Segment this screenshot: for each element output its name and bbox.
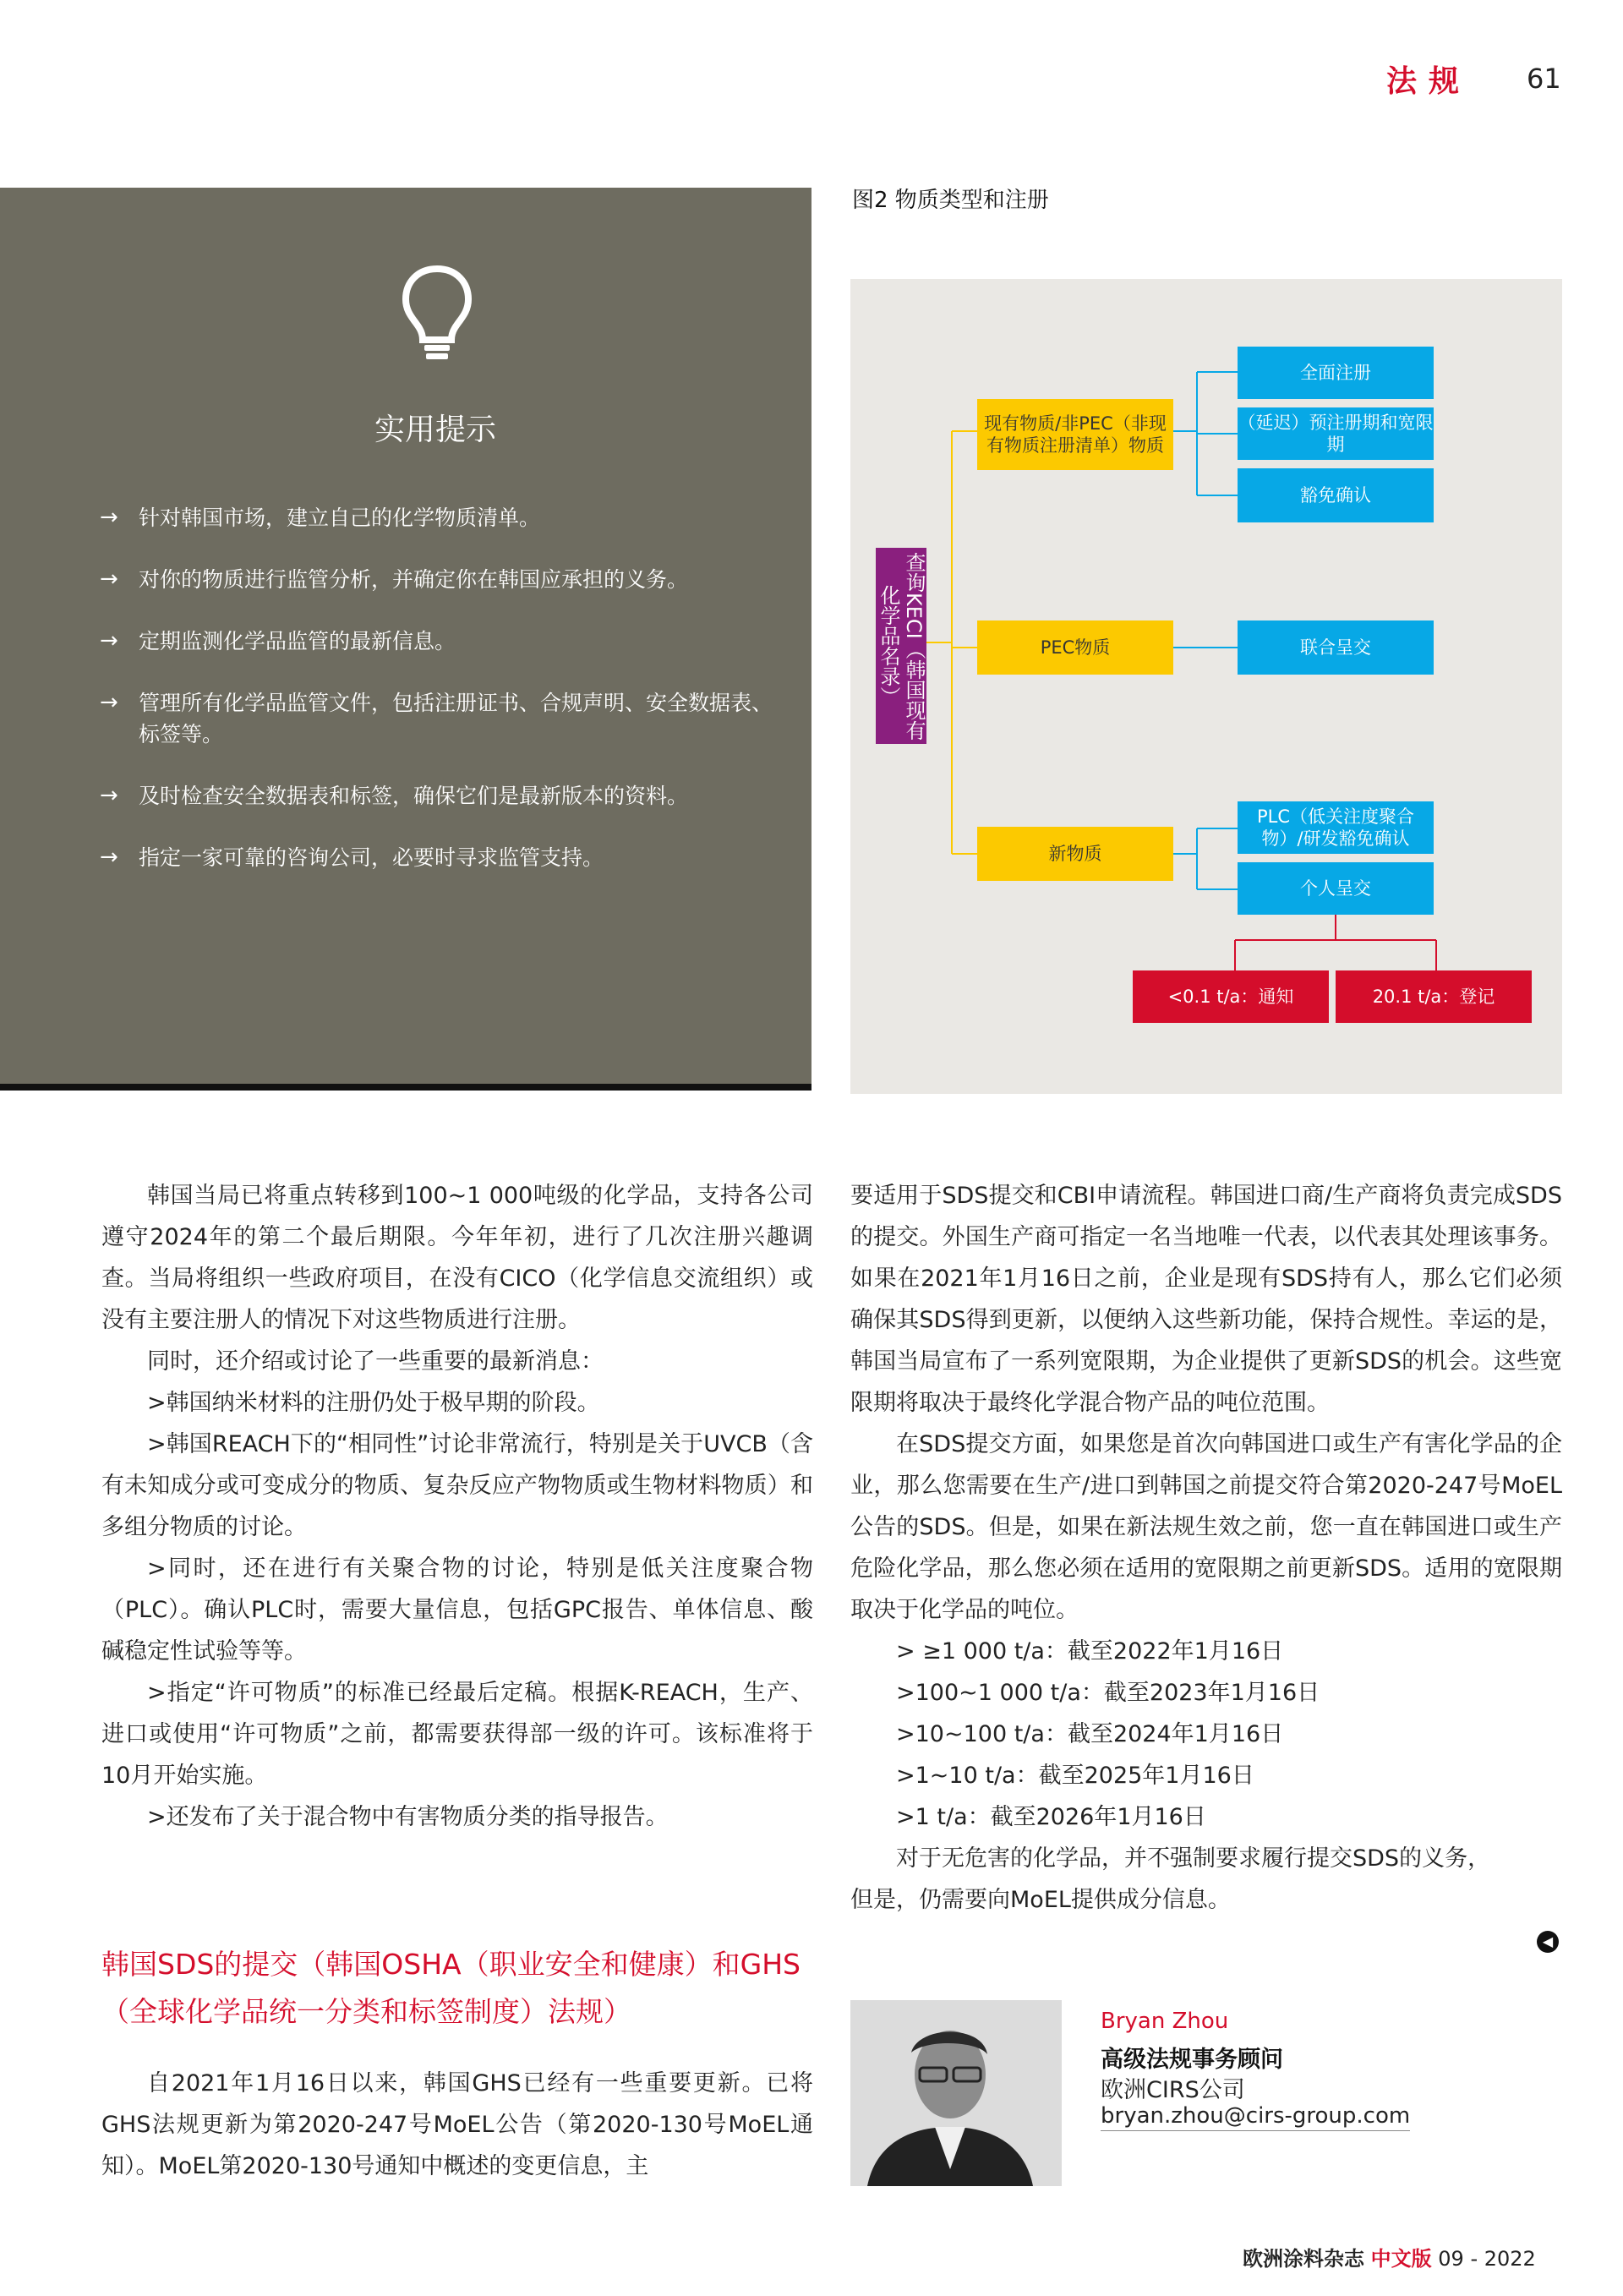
person-silhouette-icon bbox=[850, 2000, 1062, 2186]
figure-title: 图2 物质类型和注册 bbox=[852, 188, 1049, 213]
arrow-right-icon: → bbox=[100, 505, 118, 530]
tip-text: 指定一家可靠的咨询公司，必要时寻求监管支持。 bbox=[139, 845, 604, 870]
paragraph: 自2021年1月16日以来，韩国GHS已经有一些重要更新。已将GHS法规更新为第2020-247号MoEL公告（第2020-130号MoEL通知）。MoEL第2020-130号通知中概述的变更信息，主 bbox=[101, 2070, 813, 2179]
author-company: 欧洲CIRS公司 bbox=[1101, 2077, 1245, 2103]
author-title: 高级法规事务顾问 bbox=[1101, 2047, 1283, 2073]
tip-item bbox=[100, 842, 793, 873]
list-item: >100~1 000 t/a：截至2023年1月16日 bbox=[896, 1680, 1320, 1706]
tip-item bbox=[100, 626, 793, 657]
tip-text: 管理所有化学品监管文件，包括注册证书、合规声明、安全数据表、标签等。 bbox=[139, 691, 773, 746]
flow-diagram bbox=[850, 279, 1562, 1094]
tip-item bbox=[100, 687, 793, 750]
paragraph: 同时，还介绍或讨论了一些重要的最新消息： bbox=[147, 1348, 604, 1375]
tip-text: 对你的物质进行监管分析，并确定你在韩国应承担的义务。 bbox=[139, 567, 689, 592]
tips-box bbox=[0, 188, 812, 1091]
tip-text: 针对韩国市场，建立自己的化学物质清单。 bbox=[139, 506, 541, 530]
tip-item bbox=[100, 780, 793, 812]
lightbulb-icon bbox=[399, 264, 475, 365]
tip-text: 及时检查安全数据表和标签，确保它们是最新版本的资料。 bbox=[139, 784, 689, 808]
list-item: > ≥1 000 t/a：截至2022年1月16日 bbox=[896, 1638, 1284, 1665]
author-name: Bryan Zhou bbox=[1101, 2009, 1229, 2034]
list-item: >1 t/a：截至2026年1月16日 bbox=[896, 1804, 1206, 1830]
arrow-right-icon: → bbox=[100, 783, 118, 808]
paragraph: 要适用于SDS提交和CBI申请流程。韩国进口商/生产商将负责完成SDS的提交。外国生产商可指定一名当地唯一代表，以代表其处理该事务。如果在2021年1月16日之前，企业是现有SDS持有人，那么它们必须确保其SDS得到更新，以便纳入这些新功能，保持合规性。幸运的是，韩国当局宣布了一系列宽限期，为企业提供了更新SDS的机会。这些宽限期将取决于最终化学混合物产品的吨位范围。 bbox=[850, 1183, 1562, 1416]
page-number: 61 bbox=[1527, 63, 1561, 95]
tip-text: 定期监测化学品监管的最新信息。 bbox=[139, 629, 456, 653]
section-name: 法规 bbox=[1386, 64, 1472, 99]
individual-submission-box: 个人呈交 bbox=[1238, 862, 1434, 915]
grace-period-box: （延迟）预注册期和宽限期 bbox=[1238, 407, 1434, 460]
paragraph: 但是，仍需要向MoEL提供成分信息。 bbox=[850, 1887, 1231, 1913]
issue-label: 09 - 2022 bbox=[1438, 2247, 1536, 2271]
plc-exemption-box: PLC（低关注度聚合物）/研发豁免确认 bbox=[1238, 801, 1434, 854]
paragraph: >同时，还在进行有关聚合物的讨论，特别是低关注度聚合物（PLC）。确认PLC时，需要大量信息，包括GPC报告、单体信息、酸碱稳定性试验等等。 bbox=[101, 1555, 813, 1665]
pec-substance-box: PEC物质 bbox=[977, 620, 1173, 675]
article-column-left bbox=[101, 1175, 813, 1838]
paragraph: >指定“许可物质”的标准已经最后定稿。根据K-REACH，生产、进口或使用“许可物质”之前，都需要获得部一级的许可。该标准将于10月开始实施。 bbox=[101, 1680, 813, 1789]
keci-query-box: 查询KECI（韩国现有化学品名录） bbox=[876, 548, 926, 744]
article-end-icon: ◀ bbox=[1537, 1931, 1559, 1953]
page-footer bbox=[1243, 2242, 1536, 2271]
arrow-right-icon: → bbox=[100, 845, 118, 870]
paragraph: >韩国REACH下的“相同性”讨论非常流行，特别是关于UVCB（含有未知成分或可变成分的物质、复杂反应产物物质或生物材料物质）和多组分物质的讨论。 bbox=[101, 1431, 813, 1540]
arrow-right-icon: → bbox=[100, 690, 118, 715]
registration-box: 20.1 t/a：登记 bbox=[1336, 970, 1532, 1023]
author-photo bbox=[850, 2000, 1062, 2186]
new-substance-box: 新物质 bbox=[977, 827, 1173, 881]
list-item: >10~100 t/a：截至2024年1月16日 bbox=[896, 1721, 1284, 1747]
full-registration-box: 全面注册 bbox=[1238, 347, 1434, 399]
tip-item bbox=[100, 502, 793, 533]
arrow-right-icon: → bbox=[100, 628, 118, 653]
existing-substance-box: 现有物质/非PEC（非现有物质注册清单）物质 bbox=[977, 399, 1173, 470]
article-column-right bbox=[850, 1175, 1562, 1921]
tips-title: 实用提示 bbox=[374, 413, 496, 447]
paragraph: >韩国纳米材料的注册仍处于极早期的阶段。 bbox=[147, 1390, 600, 1416]
section-heading: 韩国SDS的提交（韩国OSHA（职业安全和健康）和GHS（全球化学品统一分类和标签制度）法规） bbox=[101, 1948, 801, 2028]
list-item: >1~10 t/a：截至2025年1月16日 bbox=[896, 1763, 1254, 1789]
author-email-link[interactable]: bryan.zhou@cirs-group.com bbox=[1101, 2103, 1410, 2131]
exemption-confirm-box: 豁免确认 bbox=[1238, 468, 1434, 522]
paragraph: 韩国当局已将重点转移到100~1 000吨级的化学品，支持各公司遵守2024年的第二个最后期限。今年年初，进行了几次注册兴趣调查。当局将组织一些政府项目，在没有CICO（化学信息交流组织）或没有主要注册人的情况下对这些物质进行注册。 bbox=[101, 1183, 813, 1333]
arrow-right-icon: → bbox=[100, 566, 118, 592]
paragraph: 在SDS提交方面，如果您是首次向韩国进口或生产有害化学品的企业，那么您需要在生产/进口到韩国之前提交符合第2020-247号MoEL公告的SDS。但是，如果在新法规生效之前，您一直在韩国进口或生产危险化学品，那么您必须在适用的宽限期之前更新SDS。适用的宽限期取决于化学品的吨位。 bbox=[850, 1431, 1562, 1623]
article-column-left-lower bbox=[101, 2063, 813, 2187]
edition-label: 中文版 bbox=[1370, 2247, 1432, 2271]
paragraph: 对于无危害的化学品，并不强制要求履行提交SDS的义务， bbox=[896, 1845, 1491, 1872]
paragraph: >还发布了关于混合物中有害物质分类的指导报告。 bbox=[147, 1804, 669, 1830]
notification-box: <0.1 t/a：通知 bbox=[1133, 970, 1329, 1023]
joint-submission-box: 联合呈交 bbox=[1238, 620, 1434, 675]
tips-list bbox=[100, 502, 793, 904]
magazine-name: 欧洲涂料杂志 bbox=[1243, 2247, 1364, 2271]
tip-item bbox=[100, 564, 793, 595]
